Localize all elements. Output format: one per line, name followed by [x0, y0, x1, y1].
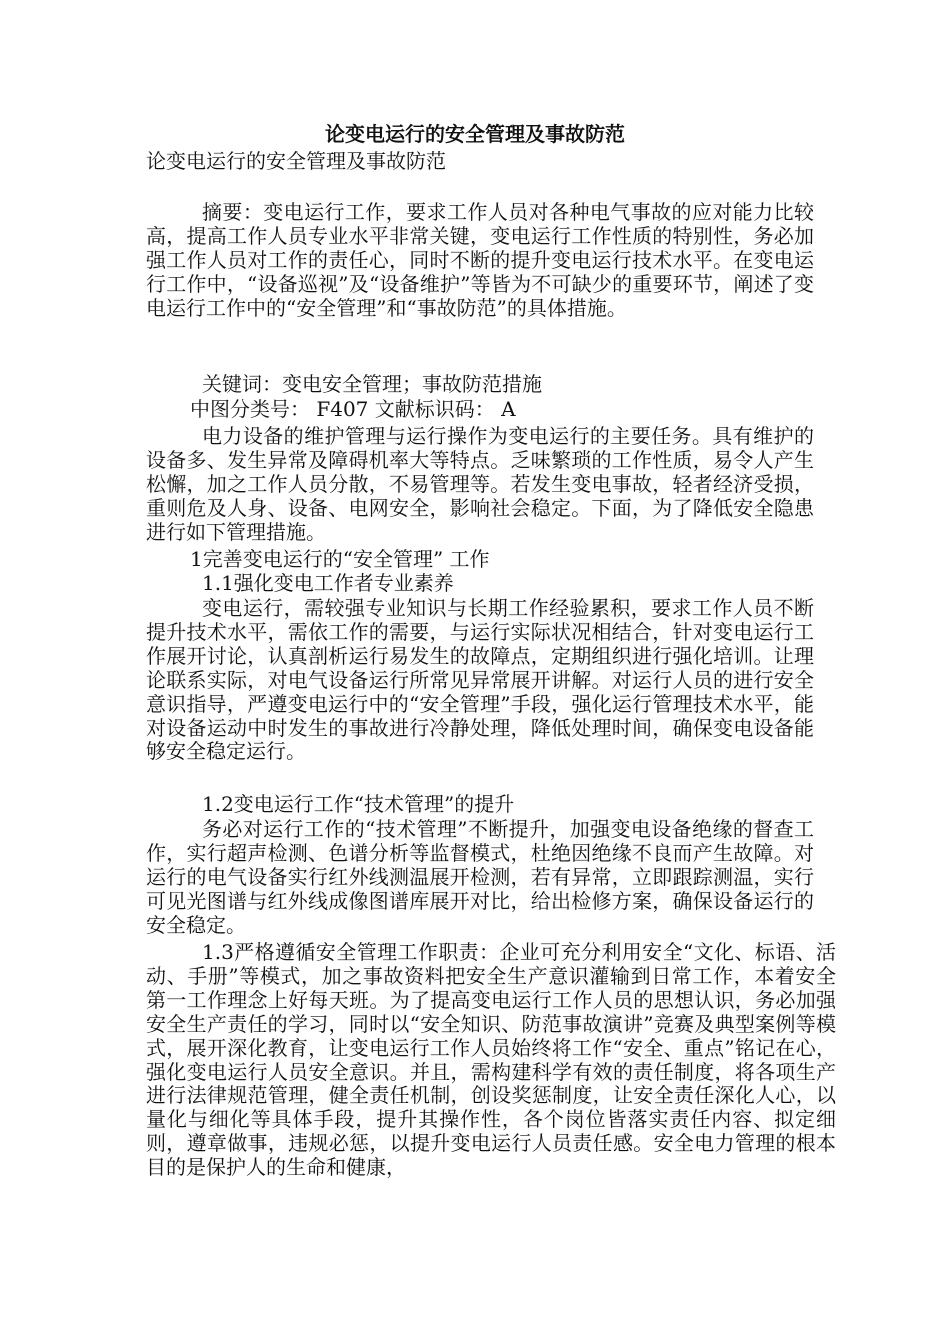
- section-paragraph: 1.3严格遵循安全管理工作职责：企业可充分利用安全“文化、标语、活动、手册”等模式，加之事故资料把安全生产意识灌输到日常工作，本着安全第一工作理念上好每天班。为了提高变电运行工作人员的思想认识，务必加强安全生产责任的学习，同时以“安全知识、防范事故演讲”竞赛及典型案例等模式，展开深化教育，让变电运行工作人员始终将工作“安全、重点”铭记在心，强化变电运行人员安全意识。并且，需构建科学有效的责任制度，将各项生产进行法律规范管理，健全责任机制，创设奖惩制度，让安全责任深化人心，以量化与细化等具体手段，提升其操作性，各个岗位皆落实责任内容、拟定细则，遵章做事，违规必惩，以提升变电运行人员责任感。安全电力管理的根本目的是保护人的生命和健康，: [146, 940, 836, 1180]
- subsection-heading: 1.1强化变电工作者专业素养: [202, 571, 454, 595]
- subsection-heading: 1.2变电运行工作“技术管理”的提升: [202, 792, 515, 816]
- keywords-line: 关键词：变电安全管理；事故防范措施: [202, 372, 542, 396]
- section-paragraph: 变电运行，需较强专业知识与长期工作经验累积，要求工作人员不断提升技术水平，需依工作的需要，与运行实际状况相结合，针对变电运行工作展开讨论，认真剖析运行易发生的故障点，定期组织进行强化培训。让理论联系实际，对电气设备运行所常见异常展开讲解。对运行人员的进行安全意识指导，严遵变电运行中的“安全管理”手段，强化运行管理技术水平，能对设备运动中时发生的事故进行冷静处理，降低处理时间，确保变电设备能够安全稳定运行。: [146, 596, 814, 764]
- classification-line: 中图分类号： F407 文献标识码： A: [190, 397, 516, 421]
- intro-paragraph: 电力设备的维护管理与运行操作为变电运行的主要任务。具有维护的设备多、发生异常及障碍机率大等特点。乏味繁琐的工作性质，易令人产生松懈，加之工作人员分散，不易管理等。若发生变电事故，轻者经济受损，重则危及人身、设备、电网安全，影响社会稳定。下面，为了降低安全隐患进行如下管理措施。: [146, 424, 814, 544]
- abstract-paragraph: 摘要：变电运行工作，要求工作人员对各种电气事故的应对能力比较高，提高工作人员专业水平非常关键，变电运行工作性质的特别性，务必加强工作人员对工作的责任心，同时不断的提升变电运行技术水平。在变电运行工作中，“设备巡视”及“设备维护”等皆为不可缺少的重要环节，阐述了变电运行工作中的“安全管理”和“事故防范”的具体措施。: [146, 200, 814, 320]
- section-paragraph: 务必对运行工作的“技术管理”不断提升，加强变电设备绝缘的督查工作，实行超声检测、色谱分析等监督模式，杜绝因绝缘不良而产生故障。对运行的电气设备实行红外线测温展开检测，若有异常，立即跟踪测温，实行可见光图谱与红外线成像图谱库展开对比，给出检修方案，确保设备运行的安全稳定。: [146, 817, 814, 937]
- document-subtitle: 论变电运行的安全管理及事故防范: [146, 149, 446, 173]
- section-heading: 1完善变电运行的“安全管理” 工作: [190, 547, 490, 571]
- document-title: 论变电运行的安全管理及事故防范: [325, 122, 625, 146]
